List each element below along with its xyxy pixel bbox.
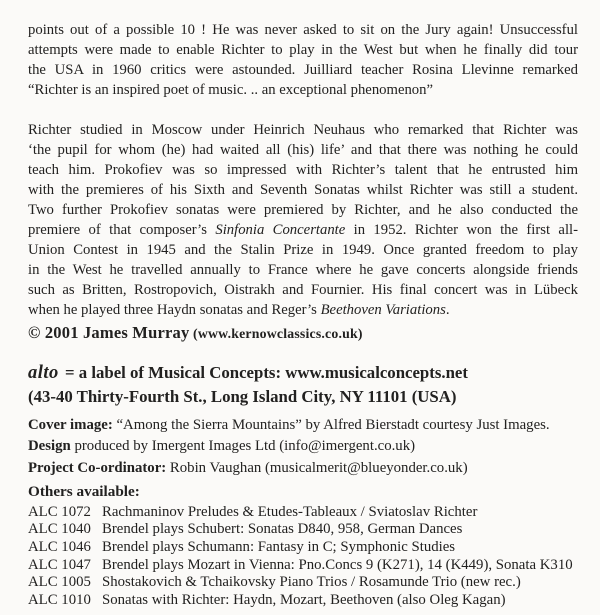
text-line (28, 220, 578, 240)
text-line (28, 60, 578, 80)
credit-lead: Cover image: (28, 417, 113, 433)
text-segment: Two further Prokofiev sonatas were premiered by Richter, and he also conducted the (28, 202, 578, 218)
catalogue-number: ALC 1040 (28, 521, 91, 538)
catalogue-title: Sonatas with Richter: Haydn, Mozart, Beethoven (also Oleg Kagan) (102, 591, 506, 608)
credit-text: Robin Vaughan (musicalmerit@blueyonder.co.uk) (166, 459, 468, 476)
text-segment: in 1952. Richter won the first all- (345, 222, 578, 238)
credit-line (28, 458, 578, 479)
italic-text-segment: Beethoven Variations (320, 302, 446, 318)
text-segment: the USA in 1960 critics were astounded. Juilliard teacher Rosina Llevinne remarked (28, 62, 578, 78)
text-line (28, 240, 578, 260)
credit-line (28, 436, 578, 457)
label-info (28, 361, 578, 408)
credits-block (28, 415, 578, 479)
others-list (28, 504, 578, 610)
catalogue-list-item (28, 557, 578, 575)
catalogue-title: Brendel plays Mozart in Vienna: Pno.Concs 9 (K271), 14 (K449), Sonata K310 (102, 556, 573, 573)
text-line (28, 80, 578, 100)
catalogue-title: Shostakovich & Tchaikovsky Piano Trios / Rosamunde Trio (new rec.) (102, 574, 521, 591)
text-segment: Union Contest in 1945 and the Stalin Prize in 1949. Once granted freedom to play (28, 242, 578, 258)
text-line (28, 280, 578, 300)
text-segment: attempts were made to enable Richter to play in the West but when he finally did tour (28, 42, 578, 58)
credit-lead: Project Co-ordinator: (28, 459, 167, 476)
text-segment: such as Britten, Rostropovich, Oistrakh and Fournier. His final concert was in Lübeck (28, 282, 578, 298)
text-segment: points out of a possible 10 ! He was never asked to sit on the Jury again! Unsuccessful (28, 22, 578, 38)
body-paragraph-2 (28, 120, 578, 320)
credit-lead: Design (28, 438, 71, 455)
catalogue-title: Brendel plays Schubert: Sonatas D840, 958, German Dances (102, 521, 463, 538)
alto-logo: alto (28, 363, 59, 383)
catalogue-title: Brendel plays Schumann: Fantasy in C; Symphonic Studies (102, 539, 456, 556)
text-line (28, 20, 578, 40)
text-line (28, 300, 578, 320)
catalogue-list-item (28, 539, 578, 557)
label-line-1 (28, 361, 578, 385)
text-line (28, 140, 578, 160)
catalogue-list-item (28, 521, 578, 539)
catalogue-list-item (28, 592, 578, 610)
text-segment: with the premieres of his Sixth and Seventh Sonatas whilst Richter was still a student. (28, 182, 578, 198)
text-segment: ‘the pupil for whom (he) had waited all (his) life’ and that there was nothing he could (28, 142, 578, 158)
text-line (28, 120, 578, 140)
copyright-url: (www.kernowclassics.co.uk) (189, 326, 363, 341)
catalogue-title: Rachmaninov Preludes & Etudes-Tableaux / Sviatoslav Richter (102, 503, 478, 520)
catalogue-number: ALC 1046 (28, 539, 91, 556)
text-line (28, 260, 578, 280)
copyright-author: © 2001 James Murray (28, 323, 190, 342)
label-address: (43-40 Thirty-Fourth St., Long Island City, NY 11101 (USA) (28, 387, 457, 406)
credit-text: produced by Imergent Images Ltd (info@imergent.co.uk) (70, 438, 416, 455)
italic-text-segment: Sinfonia Concertante (215, 222, 346, 238)
catalogue-number: ALC 1010 (28, 591, 91, 608)
text-segment: . (445, 302, 450, 318)
text-segment: in the West he travelled annually to France where he gave concerts alongside friends (28, 262, 578, 278)
text-line (28, 180, 578, 200)
others-available-section (28, 482, 578, 610)
text-segment: teach him. Prokofiev was so impressed with Richter’s talent that he entrusted him (28, 162, 578, 178)
copyright-line (28, 322, 578, 345)
text-segment: “Richter is an inspired poet of music. .. an exceptional phenomenon” (28, 82, 434, 98)
catalogue-list-item (28, 504, 578, 522)
credit-line (28, 415, 578, 436)
catalogue-number: ALC 1047 (28, 556, 91, 573)
text-line (28, 200, 578, 220)
others-available-heading: Others available: (28, 482, 140, 500)
catalogue-list-item (28, 574, 578, 592)
label-line-1-text: = a label of Musical Concepts: www.musicalconcepts.net (60, 363, 468, 382)
catalogue-number: ALC 1072 (28, 503, 91, 520)
catalogue-number: ALC 1005 (28, 574, 91, 591)
text-line (28, 40, 578, 60)
text-segment: Richter studied in Moscow under Heinrich Neuhaus who remarked that Richter was (28, 122, 578, 138)
text-segment: when he played three Haydn sonatas and Reger’s (28, 302, 321, 318)
credit-text: “Among the Sierra Mountains” by Alfred Bierstadt courtesy Just Images. (112, 417, 550, 433)
text-segment: premiere of that composer’s (28, 222, 216, 238)
text-line (28, 160, 578, 180)
body-paragraph-1 (28, 20, 578, 100)
